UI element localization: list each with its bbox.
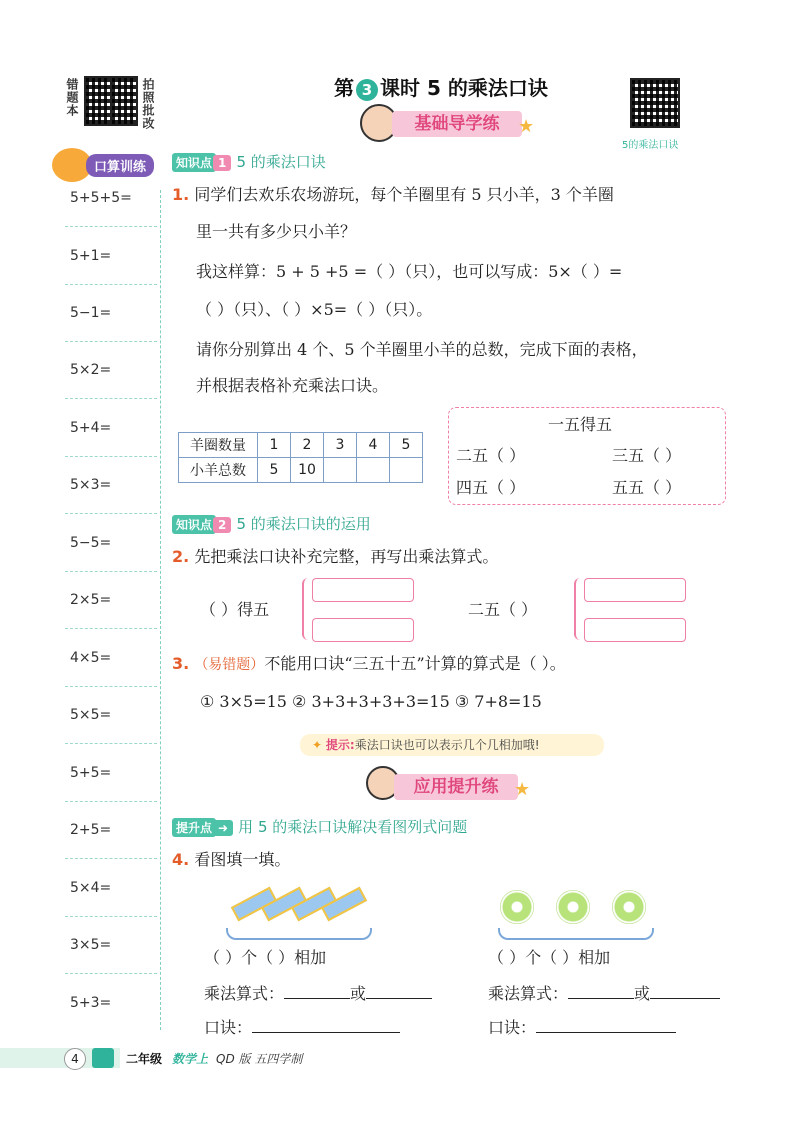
divider	[65, 686, 157, 687]
q4-left-eq: 乘法算式： 或	[204, 984, 432, 1004]
sheep-table	[178, 432, 423, 483]
qr-caption: 5的乘法口诀	[622, 140, 679, 151]
tip-box: ✦ 提示:乘法口诀也可以表示几个几相加哦!	[300, 734, 604, 756]
drill-item: 5+3=	[70, 995, 112, 1011]
q4-right-add[interactable]: （ ）个（ ）相加	[488, 948, 611, 967]
lesson-number-badge: 3	[356, 79, 378, 101]
divider	[65, 398, 157, 399]
improvement-point: 提升点 ➜ 用 5 的乘法口诀解决看图列式问题	[172, 816, 467, 837]
answer-line[interactable]	[284, 998, 350, 999]
rhyme-blank[interactable]: 四五（ ）	[456, 478, 526, 497]
drill-item: 3×5=	[70, 937, 112, 953]
brace-icon	[302, 578, 312, 640]
q1-line4: （ ）（只）、（ ）×5=（ ）（只）。	[196, 300, 433, 319]
knowledge-point-2: 知识点 2 5 的乘法口诀的运用	[172, 513, 371, 534]
table-cell: 10	[291, 458, 324, 483]
page-title: 第 3 课时 5 的乘法口诀	[334, 76, 548, 100]
q1-line1: 1. 同学们去欢乐农场游玩，每个羊圈里有 5 只小羊，3 个羊圈	[172, 185, 614, 204]
divider	[65, 801, 157, 802]
q1-line2: 里一共有多少只小羊？	[196, 222, 357, 241]
divider	[65, 571, 157, 572]
table-cell: 3	[324, 433, 357, 458]
table-answer-cell[interactable]	[324, 458, 357, 483]
answer-line[interactable]	[536, 1032, 676, 1033]
drill-item: 5−5=	[70, 535, 112, 551]
footer-subject: 数学上	[172, 1052, 209, 1066]
drill-item: 5+5+5=	[70, 190, 132, 206]
sidebar-divider	[160, 190, 161, 1030]
qr-code-right[interactable]	[630, 78, 680, 128]
section-banner-basic: 基础导学练	[392, 111, 522, 137]
q1-line3: 我这样算：5 + 5 +5 =（ ）（只），也可以写成：5×（ ）=	[196, 262, 623, 281]
divider	[65, 284, 157, 285]
brand-logo-icon	[92, 1048, 114, 1068]
q4-left-rhyme: 口诀：	[204, 1018, 400, 1038]
answer-box[interactable]	[584, 578, 686, 602]
flowers-picture	[500, 886, 650, 926]
q4-left-add[interactable]: （ ）个（ ）相加	[204, 948, 327, 967]
rhyme-blank[interactable]: 三五（ ）	[612, 446, 682, 465]
drill-item: 2×5=	[70, 592, 112, 608]
brace-icon	[574, 578, 584, 640]
q3-text: 3. （易错题）不能用口诀“三五十五”计算的算式是（ ）。	[172, 654, 566, 673]
divider	[65, 513, 157, 514]
drill-item: 5+4=	[70, 420, 112, 436]
drill-item: 5×4=	[70, 880, 112, 896]
knowledge-point-1: 知识点 1 5 的乘法口诀	[172, 151, 326, 172]
q2-text: 2. 先把乘法口诀补充完整，再写出乘法算式。	[172, 547, 499, 566]
q2-right-label[interactable]: 二五（ ）	[468, 600, 538, 619]
q4-text: 4. 看图填一填。	[172, 850, 291, 869]
divider	[65, 226, 157, 227]
divider	[65, 973, 157, 974]
q1-line5: 请你分别算出 4 个、5 个羊圈里小羊的总数，完成下面的表格，	[196, 340, 648, 359]
table-cell: 2	[291, 433, 324, 458]
qr-code-left-2[interactable]	[110, 76, 138, 126]
divider	[65, 628, 157, 629]
drill-item: 2+5=	[70, 822, 112, 838]
table-cell: 5	[258, 458, 291, 483]
table-cell: 5	[390, 433, 423, 458]
sidebar-title: 口算训练	[86, 154, 154, 177]
table-cell: 4	[357, 433, 390, 458]
divider	[65, 916, 157, 917]
drill-item: 5−1=	[70, 305, 112, 321]
q3-options[interactable]: ① 3×5=15 ② 3+3+3+3+3=15 ③ 7+8=15	[200, 692, 542, 711]
answer-line[interactable]	[650, 998, 720, 999]
divider	[65, 456, 157, 457]
section-banner-apply: 应用提升练	[394, 774, 518, 800]
drill-item: 5×5=	[70, 707, 112, 723]
q1-line6: 并根据表格补充乘法口诀。	[196, 376, 389, 395]
star-icon: ★	[514, 779, 531, 800]
table-header-cell: 羊圈数量	[179, 433, 258, 458]
drill-item: 5+5=	[70, 765, 112, 781]
table-answer-cell[interactable]	[357, 458, 390, 483]
drill-item: 4×5=	[70, 650, 112, 666]
divider	[65, 743, 157, 744]
page-number: 4	[64, 1048, 86, 1070]
wrong-book-label: 错题本	[65, 78, 79, 117]
rhyme-blank[interactable]: 二五（ ）	[456, 446, 526, 465]
answer-box[interactable]	[312, 578, 414, 602]
q4-right-eq: 乘法算式： 或	[488, 984, 720, 1004]
answer-box[interactable]	[584, 618, 686, 642]
table-header-cell: 小羊总数	[179, 458, 258, 483]
table-answer-cell[interactable]	[390, 458, 423, 483]
drill-item: 5×2=	[70, 362, 112, 378]
brace-icon	[226, 928, 372, 940]
rhyme-blank[interactable]: 五五（ ）	[612, 478, 682, 497]
brace-icon	[498, 928, 654, 940]
rhyme-title: 一五得五	[548, 415, 613, 434]
footer-edition: QD 版 五四学制	[216, 1052, 303, 1066]
answer-line[interactable]	[252, 1032, 400, 1033]
footer-grade: 二年级	[126, 1052, 163, 1066]
divider	[65, 858, 157, 859]
answer-box[interactable]	[312, 618, 414, 642]
q2-left-label[interactable]: （ ）得五	[200, 600, 270, 619]
lightbulb-icon: ✦	[312, 738, 323, 752]
answer-line[interactable]	[366, 998, 432, 999]
bead-bars-picture	[232, 886, 362, 924]
drill-item: 5+1=	[70, 248, 112, 264]
star-icon: ★	[518, 116, 535, 137]
divider	[65, 341, 157, 342]
answer-line[interactable]	[568, 998, 634, 999]
table-cell: 1	[258, 433, 291, 458]
photo-correct-label: 拍照批改	[141, 78, 155, 130]
q4-right-rhyme: 口诀：	[488, 1018, 676, 1038]
drill-item: 5×3=	[70, 477, 112, 493]
